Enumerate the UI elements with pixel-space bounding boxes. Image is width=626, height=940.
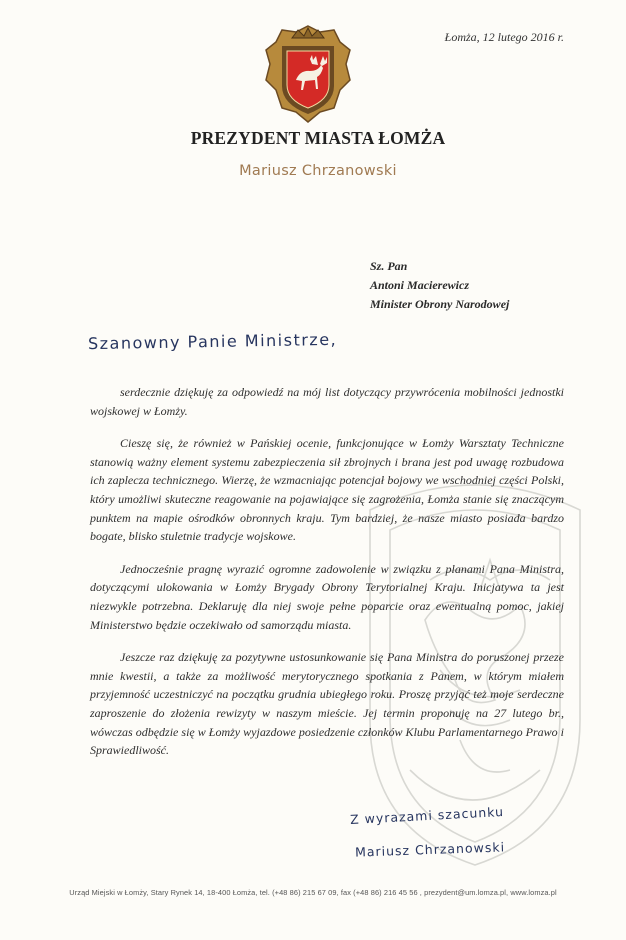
paragraph-3: Jednocześnie pragnę wyrazić ogromne zadowolenie w związku z planami Pana Ministra, dotyczącymi ulokowania w Łomży Brygady Obrony Terytorialnej Kraju. Inicjatywa ta jest niezwykle potrzebna. Deklaruję dla niej swoje pełne poparcie oraz ewentualną pomoc, jakiej Ministerstwo będzie oczekiwało od samorządu miasta.: [90, 561, 564, 632]
handwritten-signature: Mariusz Chrzanowski: [354, 839, 506, 860]
footer-contact-info: Urząd Miejski w Łomży, Stary Rynek 14, 18-400 Łomża, tel. (+48 86) 215 67 09, fax (+48 86) 216 45 56 , prezydent@um.lomza.pl, www.lomza.pl: [69, 888, 557, 897]
letter-body: [90, 383, 564, 774]
addressee-line-1: Sz. Pan: [370, 259, 408, 273]
mayor-name: Mariusz Chrzanowski: [239, 163, 397, 179]
addressee-block: [370, 257, 509, 314]
paragraph-2: Cieszę się, że również w Pańskiej ocenie, funkcjonujące w Łomży Warsztaty Techniczne stanowią ważny element systemu zabezpieczenia sił zbrojnych i brana jest pod uwagę rozbudowa ich zaplecza technicznego. Wierzę, że wzmacniając potencjał bojowy we wschodniej części Polski, który umożliwi skuteczne reagowanie na pojawiające się zagrożenia, Łomża stanie się znaczącym punktem na mapie ośrodków obronnych kraju. Tym bardziej, że nasze miasto posiada bardzo bogate, blisko stuletnie tradycje wojskowe.: [90, 436, 564, 544]
paragraph-1: serdecznie dziękuję za odpowiedź na mój list dotyczący przywrócenia mobilności jednostki wojskowej w Łomży.: [90, 385, 564, 418]
office-title: PREZYDENT MIASTA ŁOMŻA: [190, 128, 446, 148]
addressee-line-3: Minister Obrony Narodowej: [370, 297, 510, 311]
paragraph-4: Jeszcze raz dziękuję za pozytywne ustosunkowanie się Pana Ministra do poruszonej przeze mnie kwestii, a także za możliwość merytorycznego spotkania z Panem, w którym miałem przyjemność uczestniczyć na początku grudnia ubiegłego roku. Proszę przyjąć też moje serdeczne zaproszenie do złożenia rewizyty w naszym mieście. Jej termin proponuję na 27 lutego br., wówczas odbędzie się w Łomży wyjazdowe posiedzenie członków Klubu Parlamentarnego Prawo i Sprawiedliwość.: [90, 650, 564, 758]
letter-date: Łomża, 12 lutego 2016 r.: [444, 30, 564, 44]
city-crest-icon: [262, 24, 354, 124]
handwritten-closing: Z wyrazami szacunku: [349, 803, 505, 828]
addressee-line-2: Antoni Macierewicz: [370, 278, 470, 292]
handwritten-salutation: Szanowny Panie Ministrze,: [87, 329, 338, 354]
